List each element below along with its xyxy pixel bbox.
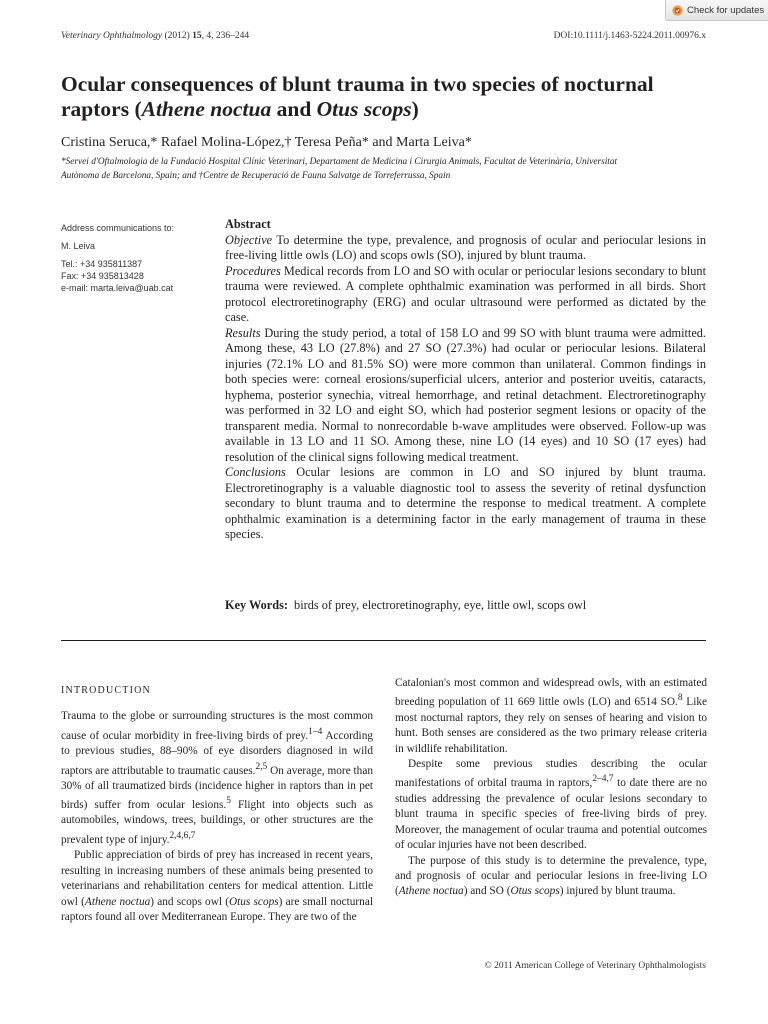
- intro-paragraph-1: Trauma to the globe or surrounding structures is the most common cause of ocular morbidity in free-living birds of prey.$^{1-4}$ According to previous studies, 88–90% of eye disorders diagnosed in wild raptors are attributable to traumatic causes.$^{2,5}$ On average, more than 30% of all traumatized birds (incidence higher in raptors than in pet birds) suffer from ocular lesions.$^5$ Flight into objects such as automobiles, windows, trees, buildings, or other structures are the prevalent type of injury.$^{2,4,6,7}$: [61, 710, 374, 846]
- journal-volume: 15: [192, 31, 202, 41]
- species-name: Otus scops: [316, 97, 412, 121]
- abstract-procedures: Procedures Medical records from LO and SO with ocular or periocular lesions secondary to blunt trauma were reviewed. A complete ophthalmic examination was performed in all birds. Short protocol electroretinography (ERG) and ocular ultrasound were performed as dictated by the case.: [225, 263, 706, 324]
- abstract-heading: Abstract: [225, 217, 271, 231]
- citation-ref[interactable]: 5: [226, 796, 231, 807]
- copyright-notice: © 2011 American College of Veterinary Ophthalmologists: [484, 961, 706, 971]
- intro-paragraph-5: The purpose of this study is to determine the prevalence, type, and prognosis of ocular and periocular lesions in free-living LO (Athene noctua) and SO (Otus scops) injured by blunt trauma.: [395, 854, 707, 898]
- doi[interactable]: DOI:10.1111/j.1463-5224.2011.00976.x: [553, 31, 706, 41]
- check-for-updates-label: Check for updates: [687, 4, 765, 16]
- correspondence-address: [61, 222, 174, 294]
- intro-paragraph-2: Public appreciation of birds of prey has increased in recent years, resulting in increasing numbers of these animals being presented to veterinarians and rehabilitation centers for medical attention. Little owl (Athene noctua) and scops owl (Otus scops) are small nocturnal raptors found all over Mediterranean Europe. They are two of the: [61, 849, 373, 923]
- email-link[interactable]: e-mail: marta.leiva@uab.cat: [61, 283, 174, 293]
- fax: Fax: +34 935813428: [61, 271, 144, 281]
- introduction-heading: INTRODUCTION: [61, 685, 151, 696]
- citation-ref[interactable]: 2–4,7: [592, 774, 614, 785]
- body-column-right: [395, 676, 707, 900]
- crossmark-icon: [672, 5, 683, 16]
- citation-ref[interactable]: 1–4: [308, 726, 323, 737]
- abstract: [225, 217, 706, 543]
- key-words: [225, 598, 586, 613]
- citation-ref[interactable]: 2,5: [255, 761, 268, 772]
- section-divider: [61, 640, 706, 641]
- article-title: Ocular consequences of blunt trauma in two species of nocturnal raptors (Athene noctua and Otus scops): [61, 72, 654, 121]
- intro-paragraph-3: Catalonian's most common and widespread owls, with an estimated breeding population of 11 669 little owls (LO) and 6514 SO.$^8$ Like most nocturnal raptors, they rely on senses of hearing and vision to hunt. Both senses are considered as the two primary release criteria in wildlife rehabilitation.: [395, 677, 707, 755]
- species-name: Athene noctua: [141, 97, 272, 121]
- journal-year: (2012): [164, 31, 190, 41]
- intro-paragraph-4: Despite some previous studies describing the ocular manifestations of orbital trauma in raptors,$^{2-4,7}$ to date there are no studies addressing the prevalence of ocular lesions secondary to blunt trauma in specific species of free-living birds of prey. Moreover, the management of ocular trauma and potential outcomes of ocular injuries have not been described.: [395, 758, 707, 852]
- correspondent-name: M. Leiva: [61, 241, 96, 251]
- body-column-left: [61, 674, 373, 925]
- abstract-conclusions: Conclusions Ocular lesions are common in LO and SO injured by blunt trauma. Electroretinography is a valuable diagnostic tool to assess the severity of retinal dysfunction secondary to blunt trauma and to determine the response to medical treatment. A complete ophthalmic examination is a determining factor in the early management of trauma in these species.: [225, 465, 706, 541]
- key-words-label: Key Words:: [225, 598, 288, 612]
- running-header-citation: [61, 31, 249, 41]
- abstract-objective: Objective To determine the type, prevalence, and prognosis of ocular and periocular lesions in free-living little owls (LO) and scops owls (SO), injured by blunt trauma.: [225, 232, 706, 262]
- affiliations: *Servei d'Oftalmologia de la Fundació Hospital Clínic Veterinari, Departament de Medicina i Cirurgia Animals, Facultat de Veterinària, Universitat Autònoma de Barcelona, Spain; and †Centre de Recuperació de Fauna Salvatge de Torreferrussa, Spain: [61, 157, 618, 181]
- citation-ref[interactable]: 2,4,6,7: [169, 830, 196, 841]
- key-words-list: birds of prey, electroretinography, eye, little owl, scops owl: [294, 598, 587, 612]
- abstract-results: Results During the study period, a total of 158 LO and 99 SO with blunt trauma were admitted. Among these, 43 LO (27.8%) and 27 SO (27.3%) had ocular or periocular lesions. Bilateral injuries (72.1% LO and 81.5% SO) were more common than unilateral. Common findings in both species were: corneal erosions/superficial ulcers, anterior and posterior uveitis, cataracts, hyphema, posterior synechia, vitreal hemorrhage, and retinal detachment. Electroretinography was performed in 32 LO and eight SO, which had posterior segment lesions or opacity of the transparent media. Normal to nonrecordable b-wave amplitudes were observed. Follow-up was available in 13 LO and 11 SO. Among these, nine LO (14 eyes) and 10 SO (17 eyes) had resolution of the clinical signs following medical treatment.: [225, 325, 706, 464]
- check-for-updates-button[interactable]: [665, 0, 768, 21]
- author-list: Cristina Seruca,* Rafael Molina-López,† Teresa Peña* and Marta Leiva*: [61, 135, 472, 150]
- journal-pages: , 4, 236–244: [201, 31, 250, 41]
- address-heading: Address communications to:: [61, 223, 175, 233]
- journal-name: Veterinary Ophthalmology: [61, 31, 163, 41]
- telephone: Tel.: +34 935811387: [61, 259, 143, 269]
- citation-ref[interactable]: 8: [677, 693, 683, 704]
